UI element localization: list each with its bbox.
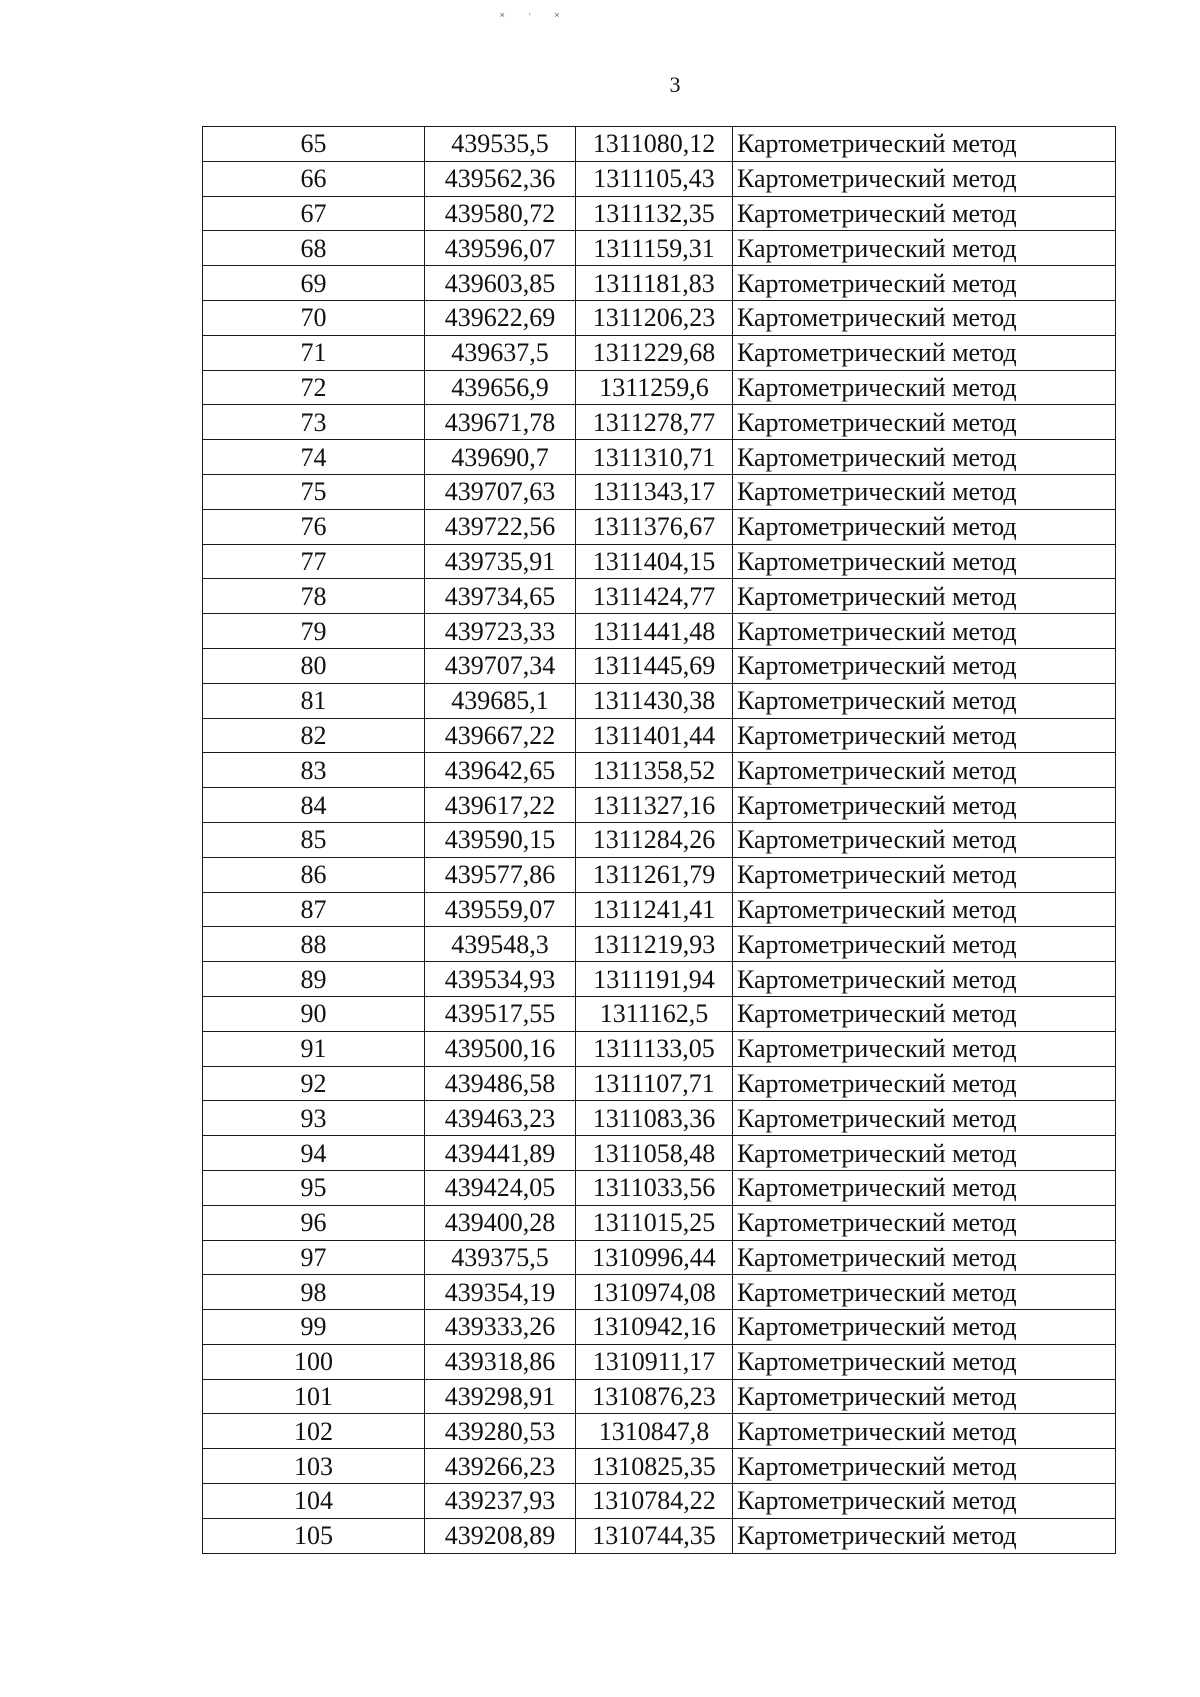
x-coordinate-cell: 439280,53 xyxy=(425,1414,576,1449)
x-coordinate-cell: 439424,05 xyxy=(425,1170,576,1205)
method-cell: Картометрический метод xyxy=(733,683,1116,718)
method-cell: Картометрический метод xyxy=(733,788,1116,823)
method-cell: Картометрический метод xyxy=(733,1310,1116,1345)
table-row xyxy=(203,196,1116,231)
method-cell: Картометрический метод xyxy=(733,196,1116,231)
y-coordinate-cell: 1310784,22 xyxy=(576,1484,733,1519)
table-row xyxy=(203,927,1116,962)
method-cell: Картометрический метод xyxy=(733,1066,1116,1101)
y-coordinate-cell: 1311284,26 xyxy=(576,822,733,857)
point-number-cell: 86 xyxy=(203,857,425,892)
method-cell: Картометрический метод xyxy=(733,335,1116,370)
table-row xyxy=(203,788,1116,823)
point-number-cell: 104 xyxy=(203,1484,425,1519)
y-coordinate-cell: 1311206,23 xyxy=(576,300,733,335)
x-coordinate-cell: 439722,56 xyxy=(425,509,576,544)
method-cell: Картометрический метод xyxy=(733,266,1116,301)
x-coordinate-cell: 439441,89 xyxy=(425,1136,576,1171)
method-cell: Картометрический метод xyxy=(733,127,1116,162)
x-coordinate-cell: 439535,5 xyxy=(425,127,576,162)
point-number-cell: 90 xyxy=(203,996,425,1031)
x-coordinate-cell: 439534,93 xyxy=(425,962,576,997)
point-number-cell: 100 xyxy=(203,1344,425,1379)
point-number-cell: 88 xyxy=(203,927,425,962)
y-coordinate-cell: 1311441,48 xyxy=(576,614,733,649)
y-coordinate-cell: 1310847,8 xyxy=(576,1414,733,1449)
y-coordinate-cell: 1311132,35 xyxy=(576,196,733,231)
table-row xyxy=(203,1518,1116,1553)
x-coordinate-cell: 439500,16 xyxy=(425,1031,576,1066)
point-number-cell: 75 xyxy=(203,474,425,509)
point-number-cell: 71 xyxy=(203,335,425,370)
y-coordinate-cell: 1310996,44 xyxy=(576,1240,733,1275)
method-cell: Картометрический метод xyxy=(733,718,1116,753)
method-cell: Картометрический метод xyxy=(733,1136,1116,1171)
point-number-cell: 87 xyxy=(203,892,425,927)
point-number-cell: 98 xyxy=(203,1275,425,1310)
point-number-cell: 83 xyxy=(203,753,425,788)
x-coordinate-cell: 439298,91 xyxy=(425,1379,576,1414)
y-coordinate-cell: 1311259,6 xyxy=(576,370,733,405)
x-coordinate-cell: 439690,7 xyxy=(425,440,576,475)
table-row xyxy=(203,718,1116,753)
y-coordinate-cell: 1310876,23 xyxy=(576,1379,733,1414)
x-coordinate-cell: 439723,33 xyxy=(425,614,576,649)
table-row xyxy=(203,1379,1116,1414)
point-number-cell: 97 xyxy=(203,1240,425,1275)
x-coordinate-cell: 439734,65 xyxy=(425,579,576,614)
point-number-cell: 93 xyxy=(203,1101,425,1136)
table-row xyxy=(203,857,1116,892)
table-row xyxy=(203,683,1116,718)
page-number: 3 xyxy=(669,72,681,97)
method-cell: Картометрический метод xyxy=(733,161,1116,196)
y-coordinate-cell: 1311343,17 xyxy=(576,474,733,509)
method-cell: Картометрический метод xyxy=(733,1275,1116,1310)
x-coordinate-cell: 439735,91 xyxy=(425,544,576,579)
point-number-cell: 101 xyxy=(203,1379,425,1414)
table-row xyxy=(203,753,1116,788)
coordinates-table-body xyxy=(203,127,1116,1554)
x-coordinate-cell: 439577,86 xyxy=(425,857,576,892)
point-number-cell: 94 xyxy=(203,1136,425,1171)
method-cell: Картометрический метод xyxy=(733,405,1116,440)
x-coordinate-cell: 439266,23 xyxy=(425,1449,576,1484)
method-cell: Картометрический метод xyxy=(733,1344,1116,1379)
point-number-cell: 82 xyxy=(203,718,425,753)
x-coordinate-cell: 439671,78 xyxy=(425,405,576,440)
x-coordinate-cell: 439559,07 xyxy=(425,892,576,927)
x-coordinate-cell: 439562,36 xyxy=(425,161,576,196)
point-number-cell: 81 xyxy=(203,683,425,718)
y-coordinate-cell: 1311133,05 xyxy=(576,1031,733,1066)
point-number-cell: 103 xyxy=(203,1449,425,1484)
table-row xyxy=(203,440,1116,475)
x-coordinate-cell: 439637,5 xyxy=(425,335,576,370)
x-coordinate-cell: 439333,26 xyxy=(425,1310,576,1345)
method-cell: Картометрический метод xyxy=(733,753,1116,788)
table-row xyxy=(203,300,1116,335)
point-number-cell: 68 xyxy=(203,231,425,266)
table-row xyxy=(203,127,1116,162)
point-number-cell: 89 xyxy=(203,962,425,997)
point-number-cell: 66 xyxy=(203,161,425,196)
x-coordinate-cell: 439580,72 xyxy=(425,196,576,231)
method-cell: Картометрический метод xyxy=(733,1031,1116,1066)
table-row xyxy=(203,474,1116,509)
y-coordinate-cell: 1310825,35 xyxy=(576,1449,733,1484)
table-row xyxy=(203,1066,1116,1101)
method-cell: Картометрический метод xyxy=(733,440,1116,475)
table-row xyxy=(203,1240,1116,1275)
x-coordinate-cell: 439617,22 xyxy=(425,788,576,823)
point-number-cell: 99 xyxy=(203,1310,425,1345)
method-cell: Картометрический метод xyxy=(733,1101,1116,1136)
y-coordinate-cell: 1311241,41 xyxy=(576,892,733,927)
method-cell: Картометрический метод xyxy=(733,370,1116,405)
y-coordinate-cell: 1311430,38 xyxy=(576,683,733,718)
point-number-cell: 77 xyxy=(203,544,425,579)
table-row xyxy=(203,579,1116,614)
y-coordinate-cell: 1311229,68 xyxy=(576,335,733,370)
x-coordinate-cell: 439642,65 xyxy=(425,753,576,788)
point-number-cell: 85 xyxy=(203,822,425,857)
x-coordinate-cell: 439622,69 xyxy=(425,300,576,335)
point-number-cell: 91 xyxy=(203,1031,425,1066)
method-cell: Картометрический метод xyxy=(733,1240,1116,1275)
point-number-cell: 70 xyxy=(203,300,425,335)
x-coordinate-cell: 439517,55 xyxy=(425,996,576,1031)
x-coordinate-cell: 439685,1 xyxy=(425,683,576,718)
x-coordinate-cell: 439596,07 xyxy=(425,231,576,266)
y-coordinate-cell: 1311376,67 xyxy=(576,509,733,544)
table-row xyxy=(203,648,1116,683)
table-row xyxy=(203,231,1116,266)
method-cell: Картометрический метод xyxy=(733,1205,1116,1240)
method-cell: Картометрический метод xyxy=(733,1170,1116,1205)
y-coordinate-cell: 1311080,12 xyxy=(576,127,733,162)
y-coordinate-cell: 1311058,48 xyxy=(576,1136,733,1171)
y-coordinate-cell: 1311445,69 xyxy=(576,648,733,683)
method-cell: Картометрический метод xyxy=(733,1449,1116,1484)
table-row xyxy=(203,1310,1116,1345)
x-coordinate-cell: 439486,58 xyxy=(425,1066,576,1101)
table-row xyxy=(203,1484,1116,1519)
table-row xyxy=(203,614,1116,649)
table-row xyxy=(203,1170,1116,1205)
table-row xyxy=(203,996,1116,1031)
method-cell: Картометрический метод xyxy=(733,300,1116,335)
x-coordinate-cell: 439548,3 xyxy=(425,927,576,962)
y-coordinate-cell: 1311107,71 xyxy=(576,1066,733,1101)
table-row xyxy=(203,1344,1116,1379)
y-coordinate-cell: 1311191,94 xyxy=(576,962,733,997)
y-coordinate-cell: 1311083,36 xyxy=(576,1101,733,1136)
table-row xyxy=(203,1136,1116,1171)
method-cell: Картометрический метод xyxy=(733,1414,1116,1449)
x-coordinate-cell: 439354,19 xyxy=(425,1275,576,1310)
y-coordinate-cell: 1311404,15 xyxy=(576,544,733,579)
y-coordinate-cell: 1311162,5 xyxy=(576,996,733,1031)
x-coordinate-cell: 439667,22 xyxy=(425,718,576,753)
y-coordinate-cell: 1310911,17 xyxy=(576,1344,733,1379)
method-cell: Картометрический метод xyxy=(733,892,1116,927)
method-cell: Картометрический метод xyxy=(733,927,1116,962)
method-cell: Картометрический метод xyxy=(733,1484,1116,1519)
table-row xyxy=(203,544,1116,579)
point-number-cell: 74 xyxy=(203,440,425,475)
table-row xyxy=(203,1205,1116,1240)
point-number-cell: 79 xyxy=(203,614,425,649)
x-coordinate-cell: 439603,85 xyxy=(425,266,576,301)
table-row xyxy=(203,1449,1116,1484)
y-coordinate-cell: 1311424,77 xyxy=(576,579,733,614)
x-coordinate-cell: 439237,93 xyxy=(425,1484,576,1519)
table-row xyxy=(203,335,1116,370)
method-cell: Картометрический метод xyxy=(733,474,1116,509)
y-coordinate-cell: 1311401,44 xyxy=(576,718,733,753)
y-coordinate-cell: 1311358,52 xyxy=(576,753,733,788)
point-number-cell: 76 xyxy=(203,509,425,544)
method-cell: Картометрический метод xyxy=(733,962,1116,997)
y-coordinate-cell: 1311261,79 xyxy=(576,857,733,892)
table-row xyxy=(203,1275,1116,1310)
point-number-cell: 65 xyxy=(203,127,425,162)
point-number-cell: 105 xyxy=(203,1518,425,1553)
point-number-cell: 67 xyxy=(203,196,425,231)
point-number-cell: 73 xyxy=(203,405,425,440)
point-number-cell: 96 xyxy=(203,1205,425,1240)
table-row xyxy=(203,962,1116,997)
y-coordinate-cell: 1311327,16 xyxy=(576,788,733,823)
method-cell: Картометрический метод xyxy=(733,614,1116,649)
x-coordinate-cell: 439656,9 xyxy=(425,370,576,405)
x-coordinate-cell: 439463,23 xyxy=(425,1101,576,1136)
method-cell: Картометрический метод xyxy=(733,544,1116,579)
x-coordinate-cell: 439707,63 xyxy=(425,474,576,509)
point-number-cell: 69 xyxy=(203,266,425,301)
y-coordinate-cell: 1311278,77 xyxy=(576,405,733,440)
x-coordinate-cell: 439400,28 xyxy=(425,1205,576,1240)
method-cell: Картометрический метод xyxy=(733,579,1116,614)
coordinates-table xyxy=(202,126,1116,1554)
x-coordinate-cell: 439318,86 xyxy=(425,1344,576,1379)
table-row xyxy=(203,509,1116,544)
y-coordinate-cell: 1311159,31 xyxy=(576,231,733,266)
point-number-cell: 78 xyxy=(203,579,425,614)
y-coordinate-cell: 1311310,71 xyxy=(576,440,733,475)
y-coordinate-cell: 1310974,08 xyxy=(576,1275,733,1310)
method-cell: Картометрический метод xyxy=(733,648,1116,683)
point-number-cell: 72 xyxy=(203,370,425,405)
x-coordinate-cell: 439208,89 xyxy=(425,1518,576,1553)
point-number-cell: 92 xyxy=(203,1066,425,1101)
y-coordinate-cell: 1310744,35 xyxy=(576,1518,733,1553)
table-row xyxy=(203,1101,1116,1136)
method-cell: Картометрический метод xyxy=(733,231,1116,266)
x-coordinate-cell: 439590,15 xyxy=(425,822,576,857)
table-row xyxy=(203,370,1116,405)
method-cell: Картометрический метод xyxy=(733,857,1116,892)
table-row xyxy=(203,822,1116,857)
x-coordinate-cell: 439707,34 xyxy=(425,648,576,683)
point-number-cell: 80 xyxy=(203,648,425,683)
table-row xyxy=(203,1031,1116,1066)
table-row xyxy=(203,405,1116,440)
method-cell: Картометрический метод xyxy=(733,822,1116,857)
y-coordinate-cell: 1311105,43 xyxy=(576,161,733,196)
method-cell: Картометрический метод xyxy=(733,509,1116,544)
method-cell: Картометрический метод xyxy=(733,1518,1116,1553)
table-row xyxy=(203,1414,1116,1449)
y-coordinate-cell: 1311181,83 xyxy=(576,266,733,301)
y-coordinate-cell: 1311033,56 xyxy=(576,1170,733,1205)
table-row xyxy=(203,161,1116,196)
method-cell: Картометрический метод xyxy=(733,996,1116,1031)
x-coordinate-cell: 439375,5 xyxy=(425,1240,576,1275)
y-coordinate-cell: 1311219,93 xyxy=(576,927,733,962)
scan-artifact-marks: ˟ ˙ ˟ xyxy=(500,10,570,24)
table-row xyxy=(203,266,1116,301)
table-row xyxy=(203,892,1116,927)
point-number-cell: 95 xyxy=(203,1170,425,1205)
point-number-cell: 84 xyxy=(203,788,425,823)
method-cell: Картометрический метод xyxy=(733,1379,1116,1414)
point-number-cell: 102 xyxy=(203,1414,425,1449)
y-coordinate-cell: 1311015,25 xyxy=(576,1205,733,1240)
y-coordinate-cell: 1310942,16 xyxy=(576,1310,733,1345)
